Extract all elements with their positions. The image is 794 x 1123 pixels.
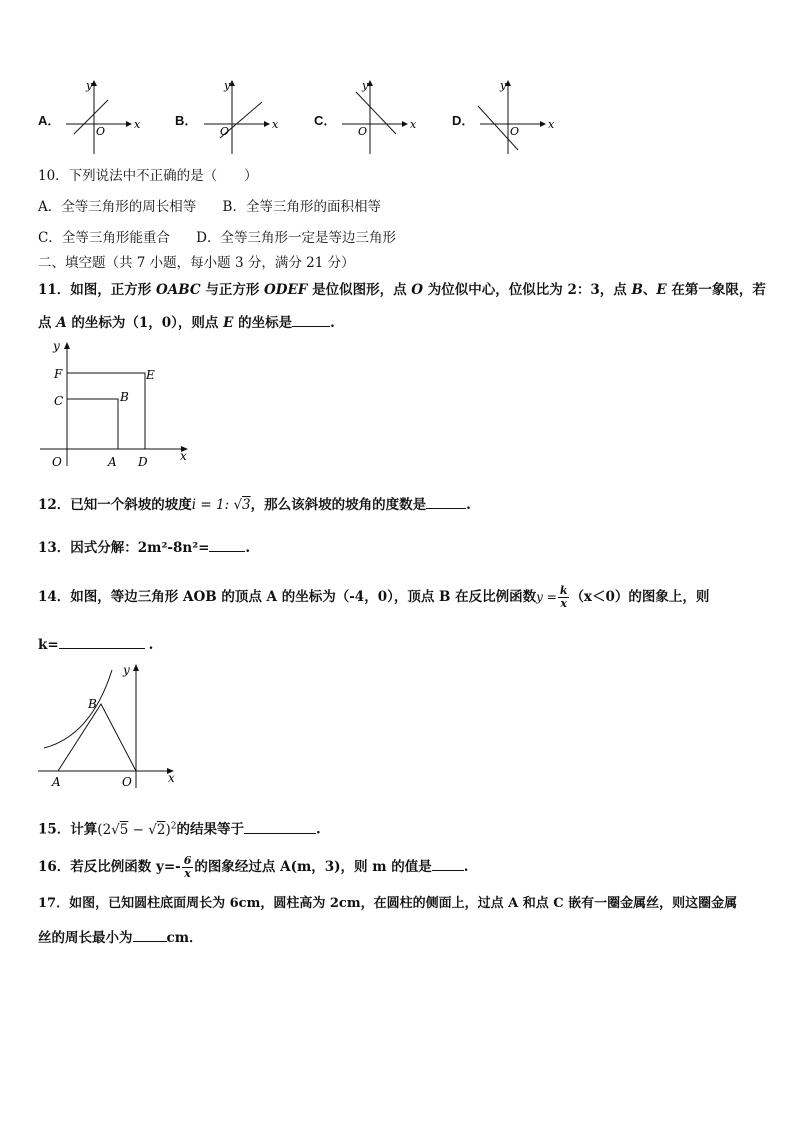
q14-k-label: k= xyxy=(38,637,59,653)
option-c-o: O xyxy=(358,125,368,138)
q13-end: . xyxy=(245,540,251,556)
q11-text-g: 的坐标为（1，0），则点 xyxy=(66,315,224,331)
option-a-y: y xyxy=(86,79,93,92)
q11-text-h: 的坐标是 xyxy=(233,315,293,331)
q14-suffix: （x＜0）的图象上，则 xyxy=(570,589,710,605)
q14-line1 xyxy=(38,582,709,612)
option-a-o: O xyxy=(96,125,106,138)
option-c-label: C． xyxy=(314,113,337,128)
q12-answer-blank[interactable] xyxy=(426,494,466,509)
q16-prefix: 16．若反比例函数 y=- xyxy=(38,859,181,875)
q12-suffix: ，那么该斜坡的坡角的度数是 xyxy=(250,497,427,513)
q11-line1 xyxy=(38,281,766,299)
q10-row1 xyxy=(38,198,381,216)
q15-minus: − xyxy=(128,821,149,838)
q14-prefix: 14．如图，等边三角形 AOB 的顶点 A 的坐标为（-4，0），顶点 B 在反比例函数 xyxy=(38,589,537,605)
q11-fig-o: O xyxy=(52,455,62,469)
q11-b: B xyxy=(631,282,643,298)
q11-oabc: OABC xyxy=(156,282,201,298)
q14-fig-o: O xyxy=(122,775,132,789)
q17-prefix: 丝的周长最小为 xyxy=(38,930,133,946)
option-c-y: y xyxy=(362,79,369,92)
q12-end: . xyxy=(466,497,471,513)
q16-suffix: 的图象经过点 A(m，3)，则 m 的值是 xyxy=(194,859,432,875)
q10-stem-text: 10．下列说法中不正确的是（ ） xyxy=(38,168,258,184)
q11-sep: 、 xyxy=(642,282,657,298)
q11-fig-d: D xyxy=(138,455,148,469)
q15-root2: 2 xyxy=(156,821,166,838)
option-b-x: x xyxy=(272,118,279,131)
option-a-label: A． xyxy=(38,113,61,128)
option-b-label: B． xyxy=(175,113,198,128)
q10-option-c: C．全等三角形能重合 xyxy=(38,230,170,246)
q17-line1-text: 17．如图，已知圆柱底面周长为 6cm，圆柱高为 2cm，在圆柱的侧面上，过点 A 和点 C 嵌有一圈金属丝，则这圈金属 xyxy=(38,896,738,911)
q11-fig-e: E xyxy=(146,368,155,382)
q15-answer-blank[interactable] xyxy=(244,819,316,834)
q17-line1 xyxy=(38,895,737,913)
q12-root: 3 xyxy=(242,497,251,513)
q14-den: x xyxy=(560,597,567,610)
q10-option-d: D．全等三角形一定是等边三角形 xyxy=(196,230,396,246)
q11-text-b: 与正方形 xyxy=(200,282,265,298)
section-heading xyxy=(38,254,355,272)
q13-text: 13．因式分解：2m²-8n²= xyxy=(38,540,210,556)
q14-fig-x: x xyxy=(168,771,175,785)
q11-text-e: 在第一象限，若 xyxy=(666,282,766,298)
section-heading-text: 二、填空题（共 7 小题，每小题 3 分，满分 21 分） xyxy=(38,255,355,271)
q14-line2 xyxy=(38,634,153,654)
q16-num: 6 xyxy=(183,854,192,867)
option-b-y: y xyxy=(224,79,231,92)
option-b-graph xyxy=(198,78,308,156)
q15-open: (2 xyxy=(97,821,112,838)
q11-answer-blank[interactable] xyxy=(292,312,330,327)
q14-figure xyxy=(36,660,186,790)
q11-fig-a: A xyxy=(108,455,117,469)
q11-end: . xyxy=(330,315,335,331)
q11-a: A xyxy=(56,315,67,331)
q17-line2 xyxy=(38,927,203,947)
q17-suffix: cm． xyxy=(166,930,203,946)
q9-options xyxy=(38,78,578,158)
q11-text-f: 点 xyxy=(38,315,57,331)
q16-end: . xyxy=(463,859,469,875)
q11-text-d: 为位似中心，位似比为 2：3，点 xyxy=(423,282,632,298)
q10-stem xyxy=(38,167,258,185)
q11-fig-f: F xyxy=(54,367,63,381)
q15-close: ) xyxy=(165,821,171,838)
q10-option-a: A．全等三角形的周长相等 xyxy=(38,199,197,215)
q11-text-c: 是位似图形，点 xyxy=(307,282,412,298)
q11-line2 xyxy=(38,312,335,332)
q12-ratio-text: i = 1: xyxy=(191,497,234,513)
q15-line xyxy=(38,817,321,839)
q12-line xyxy=(38,494,471,514)
q16-fraction xyxy=(182,855,194,880)
q16-line xyxy=(38,852,468,882)
q11-e2: E xyxy=(223,315,234,331)
q11-figure xyxy=(36,338,196,474)
q12-prefix: 12．已知一个斜坡的坡度 xyxy=(38,497,192,513)
q14-fig-b: B xyxy=(88,697,97,711)
q10-option-b: B．全等三角形的面积相等 xyxy=(222,199,381,215)
option-d-o: O xyxy=(510,125,520,138)
q14-end: . xyxy=(148,637,154,653)
q11-text-a: 11．如图，正方形 xyxy=(38,282,156,298)
option-c-x: x xyxy=(410,118,417,131)
option-d-x: x xyxy=(548,118,555,131)
q15-root1: 5 xyxy=(119,821,129,838)
q11-o: O xyxy=(411,282,424,298)
option-b-o: O xyxy=(220,125,230,138)
option-c-graph xyxy=(336,78,446,156)
q15-expression: $(2√5 - √2)^2$ xyxy=(97,821,177,838)
q13-answer-blank[interactable] xyxy=(209,537,245,552)
q11-fig-b: B xyxy=(120,390,129,404)
q15-prefix: 15．计算 xyxy=(38,821,98,838)
q14-num: k xyxy=(559,584,568,597)
q13-line xyxy=(38,537,250,557)
option-d-y: y xyxy=(500,79,507,92)
option-a-graph xyxy=(60,78,170,156)
q11-fig-x: x xyxy=(180,449,187,463)
option-a-x: x xyxy=(134,118,141,131)
q16-den: x xyxy=(184,867,191,880)
q15-exp: 2 xyxy=(170,821,177,831)
q14-fig-y: y xyxy=(123,663,130,677)
option-d-graph xyxy=(474,78,584,156)
q15-suffix: 的结果等于 xyxy=(176,821,244,838)
q15-end: . xyxy=(315,821,321,838)
q14-y-eq: y = xyxy=(536,590,557,604)
q14-answer-blank[interactable] xyxy=(59,634,145,649)
q11-fig-y: y xyxy=(53,339,60,353)
q14-fig-a: A xyxy=(52,775,61,789)
q10-row2 xyxy=(38,229,396,247)
q14-fraction xyxy=(558,585,570,610)
q17-answer-blank[interactable] xyxy=(133,927,167,942)
q11-odef: ODEF xyxy=(264,282,308,298)
q11-e: E xyxy=(656,282,667,298)
option-d-label: D． xyxy=(452,113,475,128)
q11-fig-c: C xyxy=(54,394,64,408)
q12-ratio: i = 1: √3 xyxy=(191,497,251,513)
q16-answer-blank[interactable] xyxy=(432,856,464,871)
